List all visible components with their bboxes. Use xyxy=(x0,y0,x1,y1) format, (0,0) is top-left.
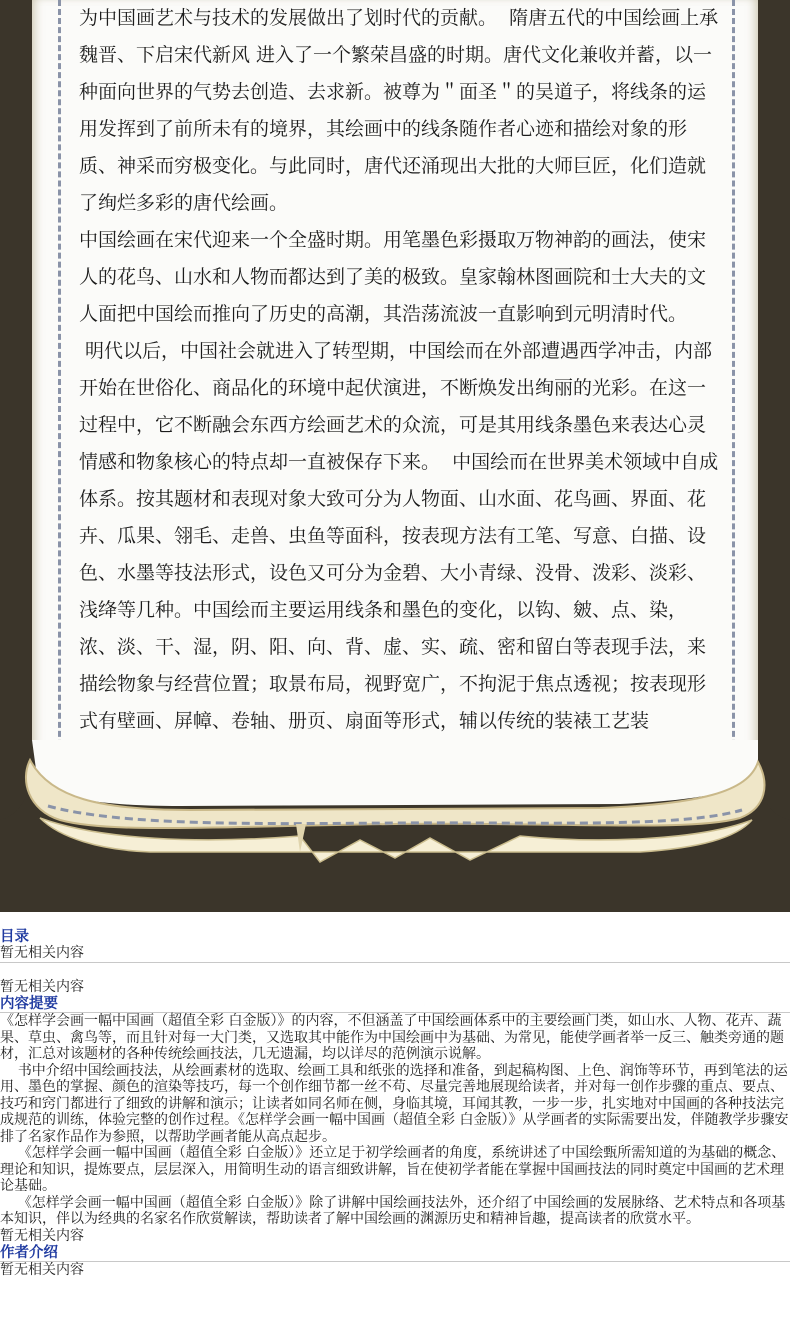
scroll-text xyxy=(79,0,719,740)
scroll-paragraph: 中国绘画在宋代迎来一个全盛时期。用笔墨色彩摄取万物神韵的画法，使宋人的花鸟、山水和人物而都达到了美的极致。皇家翰林图画院和士大夫的文人面把中国绘而推向了历史的高潮，其浩荡流波一直影响到元明清时代。 xyxy=(79,229,707,325)
toc-line: 暂无相关内容 xyxy=(0,945,790,963)
stitch-right xyxy=(732,0,735,800)
scroll-curl xyxy=(0,740,790,912)
scroll-paragraph: 为中国画艺术与技术的发展做出了划时代的贡献。 隋唐五代的中国绘画上承魏晋、下启宋代新风 进入了一个繁荣昌盛的时期。唐代文化兼收并蓄，以一种面向世界的气势去创造、去求新。被尊为＂面圣＂的吴道子，将线条的运用发挥到了前所未有的境界，其绘画中的线条随作者心迹和描绘对象的形质、神采而穷极变化。与此同时，唐代还涌现出大批的大师巨匠，化们造就了绚烂多彩的唐代绘画。 xyxy=(79,7,719,214)
book-info xyxy=(0,928,790,1279)
author-heading: 作者介绍 xyxy=(0,1244,790,1262)
summary-heading: 内容提要 xyxy=(0,995,790,1013)
summary-paragraph: 《怎样学会画一幅中国画（超值全彩 白金版）》的内容，不但涵盖了中国绘画体系中的主要绘画门类，如山水、人物、花卉、蔬果、草虫、禽鸟等，而且针对每一大门类，又选取其中能作为中国绘画中为基础、为常见，能使学画者举一反三、触类旁通的题材，汇总对该题材的各种传统绘画技法，几无遗漏，均以详尽的范例演示说解。 xyxy=(0,1013,784,1062)
toc-line: 暂无相关内容 xyxy=(0,978,84,995)
toc-heading: 目录 xyxy=(0,928,29,945)
summary-paragraph: 书中介绍中国绘画技法，从绘画素材的选取、绘画工具和纸张的选择和准备，到起稿构图、上色、润饰等环节，再到笔法的运用、墨色的掌握、颜色的渲染等技巧，每一个创作细节都一丝不苟、尽量完善地展现给读者，并对每一创作步骤的重点、要点、技巧和窍门都进行了细致的讲解和演示；让读者如同名师在侧，身临其境，耳闻其教，一步一步，扎实地对中国画的各种技法完成规范的训练，体验完整的创作过程。《怎样学会画一幅中国画（超值全彩 白金版）》从学画者的实际需要出发，伴随教学步骤安排了名家作品作为参照，以帮助学画者能从高点起步。 xyxy=(0,1062,789,1145)
stitch-left xyxy=(58,0,61,800)
author-line: 暂无相关内容 xyxy=(0,1262,84,1278)
summary-paragraph: 《怎样学会画一幅中国画（超值全彩 白金版）》除了讲解中国绘画技法外，还介绍了中国绘画的发展脉络、艺术特点和各项基本知识，伴以为经典的名家名作欣赏解读，帮助读者了解中国绘画的渊源历史和精神旨趣，提高读者的欣赏水平。 xyxy=(0,1194,786,1227)
spacer xyxy=(0,963,790,979)
summary-paragraph: 暂无相关内容 xyxy=(0,1227,84,1244)
scroll-paragraph: 明代以后，中国社会就进入了转型期，中国绘而在外部遭遇西学冲击，内部开始在世俗化、商品化的环境中起伏演进，不断焕发出绚丽的光彩。在这一过程中，它不断融会东西方绘画艺术的众流，可是其用线条墨色来表达心灵情感和物象核心的特点却一直被保存下来。 中国绘而在世界美术领域中自成体系。按其题材和表现对象大致可分为人物面、山水面、花鸟画、界面、花卉、瓜果、翎毛、走兽、虫鱼等面科，按表现方法有工笔、写意、白描、设色、水墨等技法形式，设色又可分为金碧、大小青绿、没骨、泼彩、淡彩、浅绛等几种。中国绘而主要运用线条和墨色的变化，以钩、皴、点、染，浓、淡、干、湿，阴、阳、向、背、虚、实、疏、密和留白等表现手法，来描绘物象与经营位置；取景布局，视野宽广，不拘泥于焦点透视；按表现形式有壁画、屏幛、卷轴、册页、扇面等形式，辅以传统的装裱工艺装 xyxy=(79,340,719,732)
summary-paragraph: 《怎样学会画一幅中国画（超值全彩 白金版）》还立足于初学绘画者的角度，系统讲述了中国绘甄所需知道的为基础的概念、理论和知识，提炼要点，层层深入，用简明生动的语言细致讲解，旨在使初学者能在掌握中国画技法的同时奠定中国画的艺术理论基础。 xyxy=(0,1145,786,1194)
